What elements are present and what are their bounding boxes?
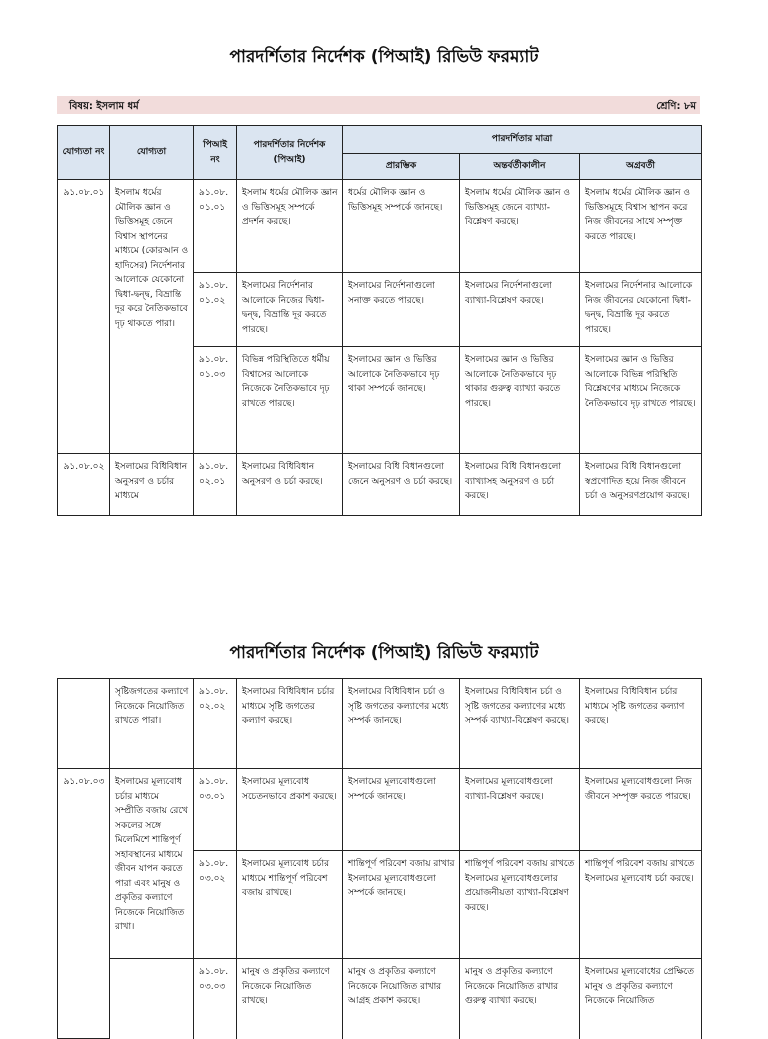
intermediate-cell: ইসলামের বিধি বিধানগুলো ব্যাখ্যাসহ অনুসরণ ও চর্চা করছে। bbox=[460, 454, 580, 516]
pi-no-cell: ৯১.০৮.০২.০২ bbox=[194, 679, 237, 769]
pi-no-cell: ৯১.০৮.০৩.০২ bbox=[194, 851, 237, 959]
beginning-cell: ইসলামের বিধি বিধানগুলো জেনে অনুসরণ ও চর্চা করছে। bbox=[343, 454, 460, 516]
beginning-cell: ইসলামের নির্দেশনাগুলো সনাক্ত করতে পারছে। bbox=[343, 273, 460, 347]
intermediate-cell: মানুষ ও প্রকৃতির কল্যাণে নিজেকে নিয়োজিত রাখার গুরুত্ব ব্যাখ্যা করছে। bbox=[460, 959, 580, 1039]
table-row bbox=[58, 180, 702, 273]
table-row bbox=[58, 454, 702, 516]
pi-no-cell: ৯১.০৮.০৩.০১ bbox=[194, 769, 237, 851]
advanced-cell: ইসলামের বিধিবিধান চর্চার মাধ্যমে সৃষ্টি জগতের কল্যাণ করছে। bbox=[580, 679, 702, 769]
competency-cell bbox=[110, 959, 194, 1039]
beginning-cell: ধর্মের মৌলিক জ্ঞান ও ভিত্তিসমূহ সম্পর্কে জানছে। bbox=[343, 180, 460, 273]
advanced-cell: ইসলামের মূল্যবোধের প্রেক্ষিতে মানুষ ও প্রকৃতির কল্যাণে নিজেকে নিয়োজিত bbox=[580, 959, 702, 1039]
beginning-cell: ইসলামের বিধিবিধান চর্চা ও সৃষ্টি জগতের কল্যাণের মধ্যে সম্পর্ক জানছে। bbox=[343, 679, 460, 769]
header-pi: পারদর্শিতার নির্দেশক (পিআই) bbox=[237, 126, 343, 180]
table-row bbox=[58, 769, 702, 851]
advanced-cell: ইসলামের জ্ঞান ও ভিত্তির আলোকে বিভিন্ন পরিস্থিতি বিশ্লেষণের মাধ্যমে নিজেকে নৈতিকভাবে দৃঢ় রাখতে পারছে। bbox=[580, 347, 702, 454]
table-row bbox=[58, 679, 702, 769]
competency-no-cell bbox=[58, 679, 110, 769]
advanced-cell: ইসলামের নির্দেশনার আলোকে নিজ জীবনের যেকোনো দ্বিধা-দ্বন্দ্ব, বিভ্রান্তি দূর করতে পারছে। bbox=[580, 273, 702, 347]
competency-cell: সৃষ্টিজগতের কল্যাণে নিজেকে নিয়োজিত রাখতে পারা। bbox=[110, 679, 194, 769]
header-row bbox=[58, 126, 702, 154]
beginning-cell: শান্তিপূর্ণ পরিবেশ বজায় রাখার ইসলামের মূল্যবোধগুলো সম্পর্কে জানছে। bbox=[343, 851, 460, 959]
header-pi-no: পিআই নং bbox=[194, 126, 237, 180]
competency-cell: ইসলামের মূল্যবোধ চর্চার মাধ্যমে সম্প্রীতি বজায় রেখে সকলের সঙ্গে মিলেমিশে শান্তিপূর্ণ সহাবস্থানের মাধ্যমে জীবন যাপন করতে পারা এবং মানুষ ও প্রকৃতির কল্যাণে নিজেকে নিয়োজিত রাখা। bbox=[110, 769, 194, 959]
pi-cell: বিভিন্ন পরিস্থিতিতে ধর্মীয় বিশ্বাসের আলোকে নিজেকে নৈতিকভাবে দৃঢ় রাখতে পারছে। bbox=[237, 347, 343, 454]
competency-cell: ইসলাম ধর্মের মৌলিক জ্ঞান ও ভিত্তিসমূহ জেনে বিশ্বাস স্থাপনের মাধ্যমে (কোরআন ও হাদিসের) নির্দেশনার আলোকে যেকোনো দ্বিধা-দ্বন্দ্ব, বিভ্রান্তি দূর করে নৈতিকভাবে দৃঢ় থাকতে পারা। bbox=[110, 180, 194, 454]
competency-no-cell: ৯১.০৮.০১ bbox=[58, 180, 110, 454]
page-title: পারদর্শিতার নির্দেশক (পিআই) রিভিউ ফরম্যাট bbox=[229, 47, 539, 67]
header-advanced: অগ্রবর্তী bbox=[580, 154, 702, 180]
intermediate-cell: ইসলাম ধর্মের মৌলিক জ্ঞান ও ভিত্তিসমূহ জেনে ব্যাখ্যা-বিশ্লেষণ করছে। bbox=[460, 180, 580, 273]
intermediate-cell: ইসলামের বিধিবিধান চর্চা ও সৃষ্টি জগতের কল্যাণের মধ্যে সম্পর্ক ব্যাখ্যা-বিশ্লেষণ করছে। bbox=[460, 679, 580, 769]
intermediate-cell: শান্তিপূর্ণ পরিবেশ বজায় রাখতে ইসলামের মূল্যবোধগুলোর প্রয়োজনীয়তা ব্যাখ্যা-বিশ্লেষণ করছে। bbox=[460, 851, 580, 959]
pi-cell: ইসলামের বিধিবিধান চর্চার মাধ্যমে সৃষ্টি জগতের কল্যাণ করছে। bbox=[237, 679, 343, 769]
competency-no-cell: ৯১.০৮.০২ bbox=[58, 454, 110, 516]
intermediate-cell: ইসলামের মূল্যবোধগুলো ব্যাখ্যা-বিশ্লেষণ করছে। bbox=[460, 769, 580, 851]
pi-cell: ইসলাম ধর্মের মৌলিক জ্ঞান ও ভিত্তিসমূহ সম্পর্কে প্রদর্শন করছে। bbox=[237, 180, 343, 273]
class-label: শ্রেণি: ৮ম bbox=[656, 101, 696, 112]
page-title-2: পারদর্শিতার নির্দেশক (পিআই) রিভিউ ফরম্যাট bbox=[229, 643, 539, 663]
pi-no-cell: ৯১.০৮.০১.০২ bbox=[194, 273, 237, 347]
pi-cell: ইসলামের মূল্যবোধ সচেতনভাবে প্রকাশ করছে। bbox=[237, 769, 343, 851]
pi-table-1 bbox=[57, 125, 702, 516]
advanced-cell: শান্তিপূর্ণ পরিবেশ বজায় রাখতে ইসলামের মূল্যবোধ চর্চা করছে। bbox=[580, 851, 702, 959]
advanced-cell: ইসলামের মূল্যবোধগুলো নিজ জীবনে সম্পৃক্ত করতে পারছে। bbox=[580, 769, 702, 851]
advanced-cell: ইসলাম ধর্মের মৌলিক জ্ঞান ও ভিত্তিসমূহে বিশ্বাস স্থাপন করে নিজ জীবনের সাথে সম্পৃক্ত করতে পারছে। bbox=[580, 180, 702, 273]
pi-cell: ইসলামের মূল্যবোধ চর্চার মাধ্যমে শান্তিপূর্ণ পরিবেশ বজায় রাখছে। bbox=[237, 851, 343, 959]
intermediate-cell: ইসলামের নির্দেশনাগুলো ব্যাখ্যা-বিশ্লেষণ করছে। bbox=[460, 273, 580, 347]
pi-cell: ইসলামের নির্দেশনার আলোকে নিজের দ্বিধা-দ্বন্দ্ব, বিভ্রান্তি দূর করতে পারছে। bbox=[237, 273, 343, 347]
header-competency: যোগ্যতা bbox=[110, 126, 194, 180]
subject-bar bbox=[57, 96, 700, 114]
pi-no-cell: ৯১.০৮.০৩.০৩ bbox=[194, 959, 237, 1039]
pi-cell: ইসলামের বিধিবিধান অনুসরণ ও চর্চা করছে। bbox=[237, 454, 343, 516]
header-intermediate: অন্তর্বর্তীকালীন bbox=[460, 154, 580, 180]
table-row bbox=[58, 959, 702, 1039]
header-level: পারদর্শিতার মাত্রা bbox=[343, 126, 702, 154]
beginning-cell: ইসলামের মূল্যবোধগুলো সম্পর্কে জানছে। bbox=[343, 769, 460, 851]
header-beginning: প্রারম্ভিক bbox=[343, 154, 460, 180]
beginning-cell: ইসলামের জ্ঞান ও ভিত্তির আলোকে নৈতিকভাবে দৃঢ় থাকা সম্পর্কে জানছে। bbox=[343, 347, 460, 454]
intermediate-cell: ইসলামের জ্ঞান ও ভিত্তির আলোকে নৈতিকভাবে দৃঢ় থাকার গুরুত্ব ব্যাখ্যা করতে পারছে। bbox=[460, 347, 580, 454]
pi-no-cell: ৯১.০৮.০১.০১ bbox=[194, 180, 237, 273]
competency-no-cell: ৯১.০৮.০৩ bbox=[58, 769, 110, 1039]
pi-no-cell: ৯১.০৮.০২.০১ bbox=[194, 454, 237, 516]
header-competency-no: যোগ্যতা নং bbox=[58, 126, 110, 180]
advanced-cell: ইসলামের বিধি বিধানগুলো স্বপ্রণোদিত হয়ে নিজ জীবনে চর্চা ও অনুসরণপ্রয়োগ করছে। bbox=[580, 454, 702, 516]
pi-no-cell: ৯১.০৮.০১.০৩ bbox=[194, 347, 237, 454]
pi-cell: মানুষ ও প্রকৃতির কল্যাণে নিজেকে নিয়োজিত রাখছে। bbox=[237, 959, 343, 1039]
competency-cell: ইসলামের বিধিবিধান অনুসরণ ও চর্চার মাধ্যমে bbox=[110, 454, 194, 516]
pi-table-2 bbox=[57, 678, 702, 1039]
beginning-cell: মানুষ ও প্রকৃতির কল্যাণে নিজেকে নিয়োজিত রাখার আগ্রহ প্রকাশ করছে। bbox=[343, 959, 460, 1039]
subject-label: বিষয়: ইসলাম ধর্ম bbox=[69, 101, 139, 112]
